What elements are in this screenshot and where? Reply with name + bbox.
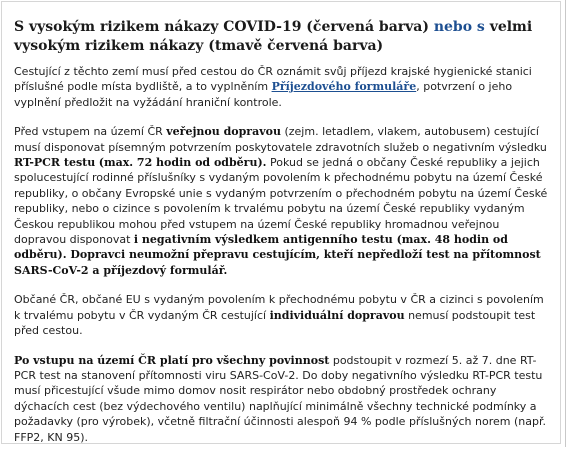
- arrival-form-link[interactable]: Příjezdového formuláře: [271, 80, 417, 94]
- heading-part2: velmi vysokým rizikem nákazy (tmavě červená barva): [14, 19, 533, 54]
- article-content: [14, 18, 548, 459]
- section-heading: [14, 18, 548, 56]
- heading-part1: S vysokým rizikem nákazy COVID-19 (červená barva): [14, 19, 429, 35]
- paragraph-public-transport: Před vstupem na území ČR veřejnou dopravou (zejm. letadlem, vlakem, autobusem) cestující musí disponovat písemným potvrzením poskytovatele zdravotních služeb o negativním výsledku RT-PCR testu (max. 72 hodin od odběru). Pokud se jedná o občany České republiky a jejich spolucestující rodinné příslušníky s vydaným povolením k přechodnému pobytu na území České republiky, o občany Evropské unie s vydaným potvrzením o přechodném pobytu na území České republiky, nebo o cizince s povolením k trvalému pobytu na území České republiky vydaným Českou republikou mohou před vstupem na území České republiky hromadnou veřejnou dopravou disponovat i negativním výsledkem antigenního testu (max. 48 hodin od odběru). Dopravci neumožní přepravu cestujícím, kteří nepředloží test na přítomnost SARS-CoV-2 a příjezdový formulář.: [14, 125, 548, 277]
- bold-72-hours: (max. 72 hodin od odběru).: [98, 156, 267, 170]
- bold-rt-pcr-test: RT-PCR testu: [14, 156, 96, 170]
- scrollbar-divider: [565, 0, 566, 447]
- bold-individual-transport: individuální dopravou: [269, 308, 405, 322]
- paragraph-arrival-form: Cestující z těchto zemí musí před cestou do ČR oznámit svůj příjezd krajské hygienické stanici příslušné podle místa bydliště, a to vyplněním Příjezdového formuláře, potvrzení o jeho vyplnění předložit na vyžádání hraniční kontrole.: [14, 65, 532, 109]
- bold-obligation: Po vstupu na území ČR platí pro všechny povinnost: [14, 353, 330, 367]
- bold-antigen-test: i negativním výsledkem antigenního testu (max. 48 hodin od odběru). Dopravci neumožní přepravu cestujícím, kteří nepředloží test na přítomnost SARS-CoV-2 a příjezdový formulář.: [14, 233, 541, 277]
- heading-nebo-s: nebo s: [433, 19, 485, 35]
- paragraph-after-entry: Po vstupu na území ČR platí pro všechny povinnost podstoupit v rozmezí 5. až 7. dne RT-PCR test na stanovení přítomnosti viru SARS-CoV-2. Do doby negativního výsledku RT-PCR testu musí přicestující všude mimo domov nosit respirátor nebo obdobný prostředek ochrany dýchacích cest (bez výdechového ventilu) naplňující minimálně všechny technické podmínky a požadavky (pro výrobek), včetně filtrační účinnosti alespoň 94 % podle příslušných norem (např. FFP2, KN 95).: [14, 353, 546, 444]
- bold-public-transport: veřejnou dopravou: [166, 125, 281, 139]
- paragraph-individual-transport: Občané ČR, občané EU s vydaným povolením k přechodnému pobytu v ČR a cizinci s povolením k trvalému pobytu v ČR vydaným ČR cestující individuální dopravou nemusí podstoupit test před cestou.: [14, 293, 544, 338]
